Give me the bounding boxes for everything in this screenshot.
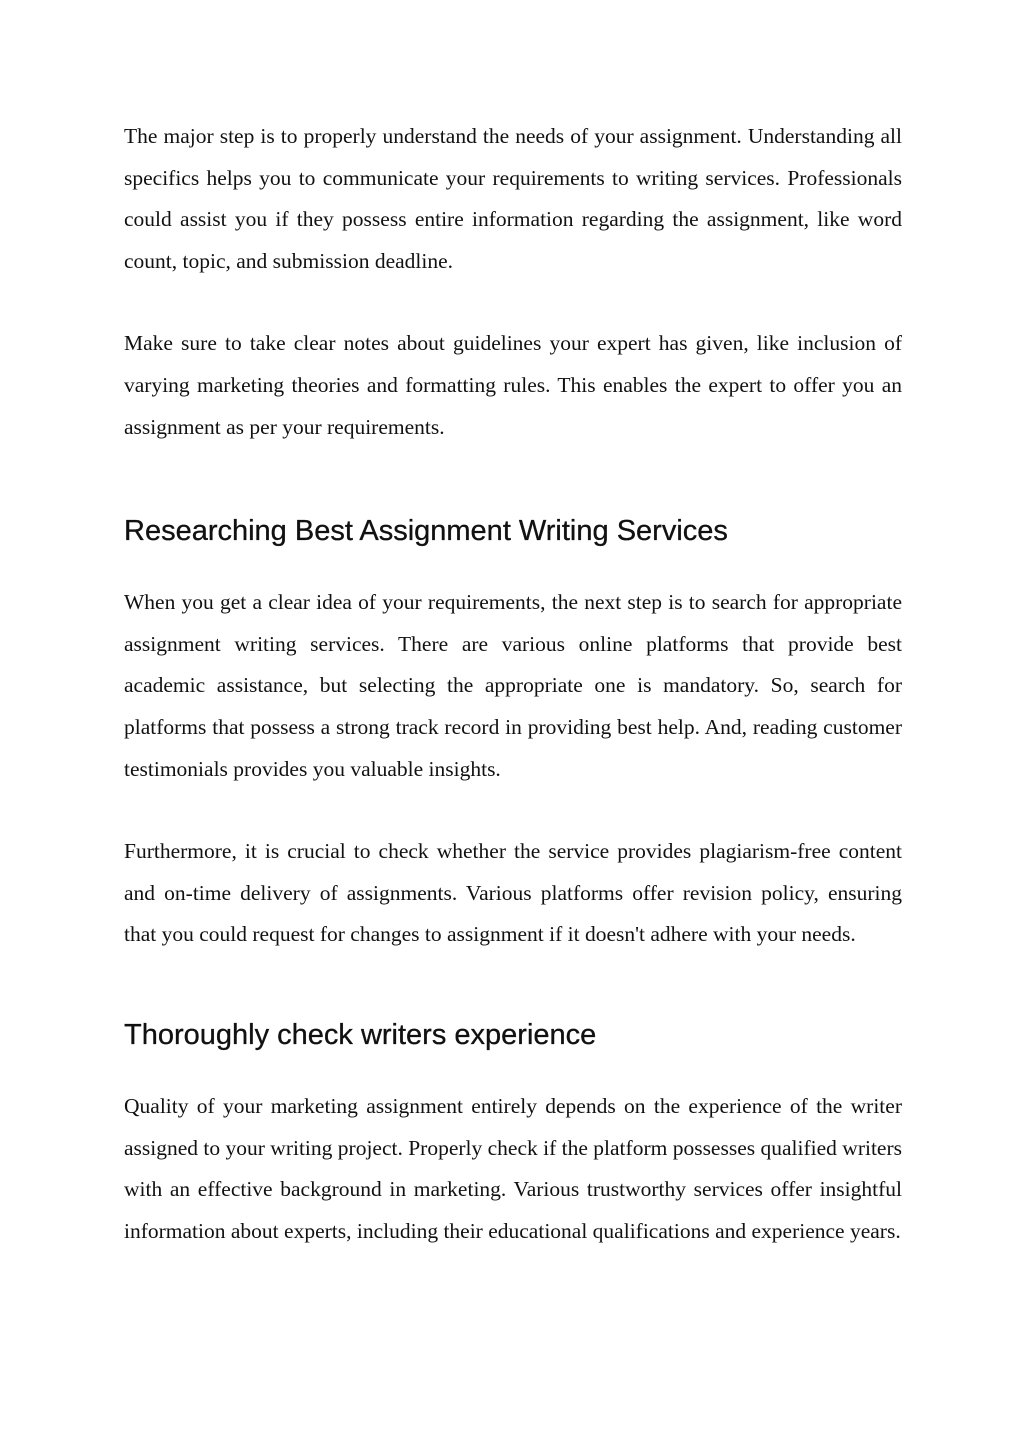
- paragraph-writer-quality: Quality of your marketing assignment entirely depends on the experience of the writer assigned to your writing project. Properly check if the platform possesses qualified writers with an effective background in marketing. Various trustworthy services offer insightful information about experts, including their educational qualifications and experience years.: [124, 1093, 902, 1243]
- heading-researching-services: Researching Best Assignment Writing Services: [124, 515, 728, 548]
- paragraph-understand-needs: The major step is to properly understand the needs of your assignment. Understanding all specifics helps you to communicate your requirements to writing services. Professionals could assist you if they possess entire information regarding the assignment, like word count, topic, and submission deadline.: [124, 124, 902, 273]
- heading-writers-experience: Thoroughly check writers experience: [124, 1018, 597, 1051]
- paragraph-search-services: When you get a clear idea of your requirements, the next step is to search for appropriate assignment writing services. There are various online platforms that provide best academic assistance, but selecting the appropriate one is mandatory. So, search for platforms that possess a strong track record in providing best help. And, reading customer testimonials provides you valuable insights.: [124, 590, 902, 781]
- document-page: [124, 116, 902, 1252]
- paragraph-take-notes: Make sure to take clear notes about guidelines your expert has given, like inclusion of varying marketing theories and formatting rules. This enables the expert to offer you an assignment as per your requirements.: [124, 331, 902, 439]
- paragraph-plagiarism-check: Furthermore, it is crucial to check whether the service provides plagiarism-free content and on-time delivery of assignments. Various platforms offer revision policy, ensuring that you could request for changes to assignment if it doesn't adhere with your needs.: [124, 839, 902, 947]
